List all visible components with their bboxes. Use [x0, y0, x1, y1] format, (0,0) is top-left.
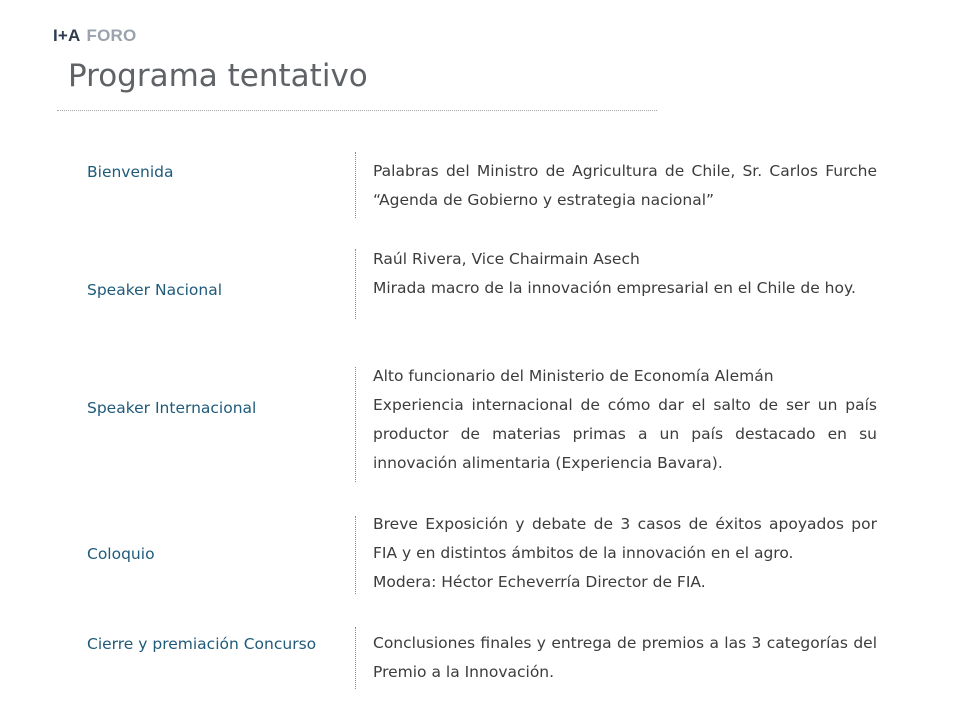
program-description-speaker-nacional — [373, 245, 877, 303]
program-description-line: Modera: Héctor Echeverría Director de FIA. — [373, 573, 706, 591]
program-description-line: Experiencia internacional de cómo dar el salto de ser un país productor de materias primas a un país destacado en su innovación alimentaria (Experiencia Bavara). — [373, 396, 877, 472]
program-label-coloquio: Coloquio — [87, 545, 155, 563]
brand-sub-text: FORO — [86, 26, 137, 45]
program-description-speaker-internacional — [373, 362, 877, 478]
page-title: Programa tentativo — [68, 58, 368, 94]
brand-main-text: I+A — [53, 26, 81, 45]
program-label-speaker-nacional: Speaker Nacional — [87, 281, 223, 299]
program-description-cierre — [373, 629, 877, 687]
program-description-coloquio — [373, 510, 877, 597]
program-label-speaker-internacional: Speaker Internacional — [87, 399, 257, 417]
program-divider — [355, 152, 356, 218]
program-description-line: Breve Exposición y debate de 3 casos de éxitos apoyados por FIA y en distintos ámbitos de la innovación en el agro. — [373, 515, 877, 562]
program-description-line: Alto funcionario del Ministerio de Economía Alemán — [373, 367, 774, 385]
program-description-line: Conclusiones finales y entrega de premios a las 3 categorías del Premio a la Innovación. — [373, 634, 877, 681]
program-description-bienvenida — [373, 157, 877, 215]
program-description-line: Palabras del Ministro de Agricultura de Chile, Sr. Carlos Furche “Agenda de Gobierno y estrategia nacional” — [373, 162, 877, 209]
program-label-bienvenida: Bienvenida — [87, 163, 174, 181]
program-divider — [355, 516, 356, 594]
program-divider — [355, 627, 356, 689]
program-divider — [355, 367, 356, 482]
program-label-cierre: Cierre y premiación Concurso — [87, 635, 317, 653]
program-description-line: Mirada macro de la innovación empresarial en el Chile de hoy. — [373, 279, 856, 297]
program-description-line: Raúl Rivera, Vice Chairmain Asech — [373, 250, 640, 268]
program-divider — [355, 249, 356, 319]
